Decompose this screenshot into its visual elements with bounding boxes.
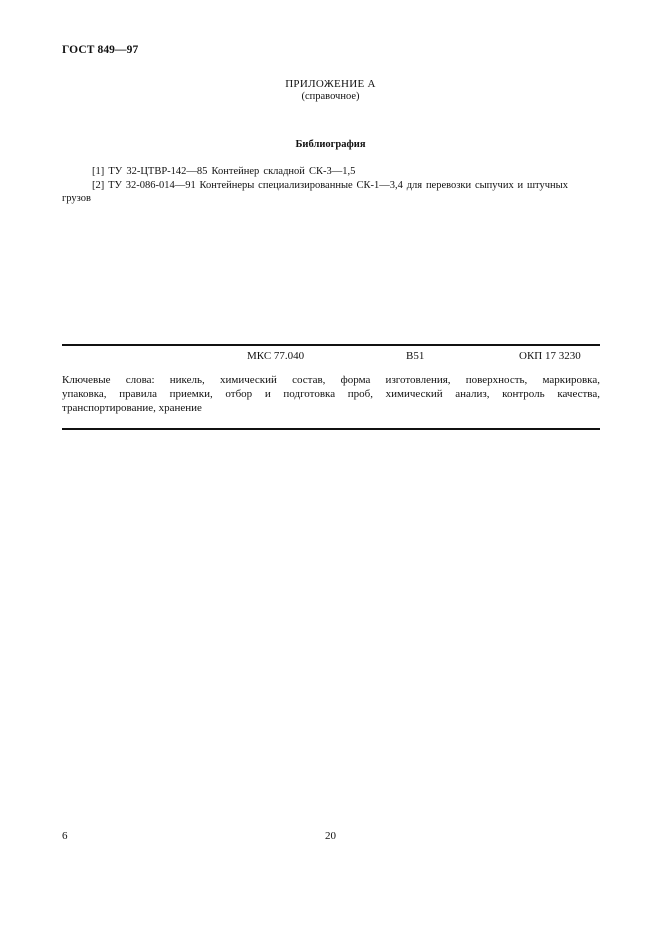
keywords-line-3: транспортирование, хранение <box>62 402 202 414</box>
keywords-line-2: упаковка, правила приемки, отбор и подготовка проб, химический анализ, контроль качества, <box>62 388 600 400</box>
reference-item-2-continuation: грузов <box>62 193 91 204</box>
bibliography-heading: Библиография <box>295 139 366 150</box>
top-divider <box>62 344 600 346</box>
mks-code: МКС 77.040 <box>247 350 305 362</box>
reference-item-1: [1] ТУ 32-ЦТВР-142—85 Контейнер складной СК-3—1,5 <box>92 166 356 177</box>
okp-code: ОКП 17 3230 <box>519 350 581 362</box>
reference-item-2: [2] ТУ 32-086-014—91 Контейнеры специализированные СК-1—3,4 для перевозки сыпучих и штучных <box>92 180 568 191</box>
page-number-left: 6 <box>62 830 68 842</box>
keywords-block <box>62 373 600 415</box>
appendix-subtitle: (справочное) <box>301 91 360 102</box>
group-code: В51 <box>406 350 425 362</box>
appendix-title: ПРИЛОЖЕНИЕ А <box>285 78 376 90</box>
standard-code: ГОСТ 849—97 <box>62 44 139 56</box>
page-number-center: 20 <box>325 830 336 842</box>
bottom-divider <box>62 428 600 430</box>
keywords-line-1: Ключевые слова: никель, химический состав, форма изготовления, поверхность, маркировка, <box>62 374 600 386</box>
